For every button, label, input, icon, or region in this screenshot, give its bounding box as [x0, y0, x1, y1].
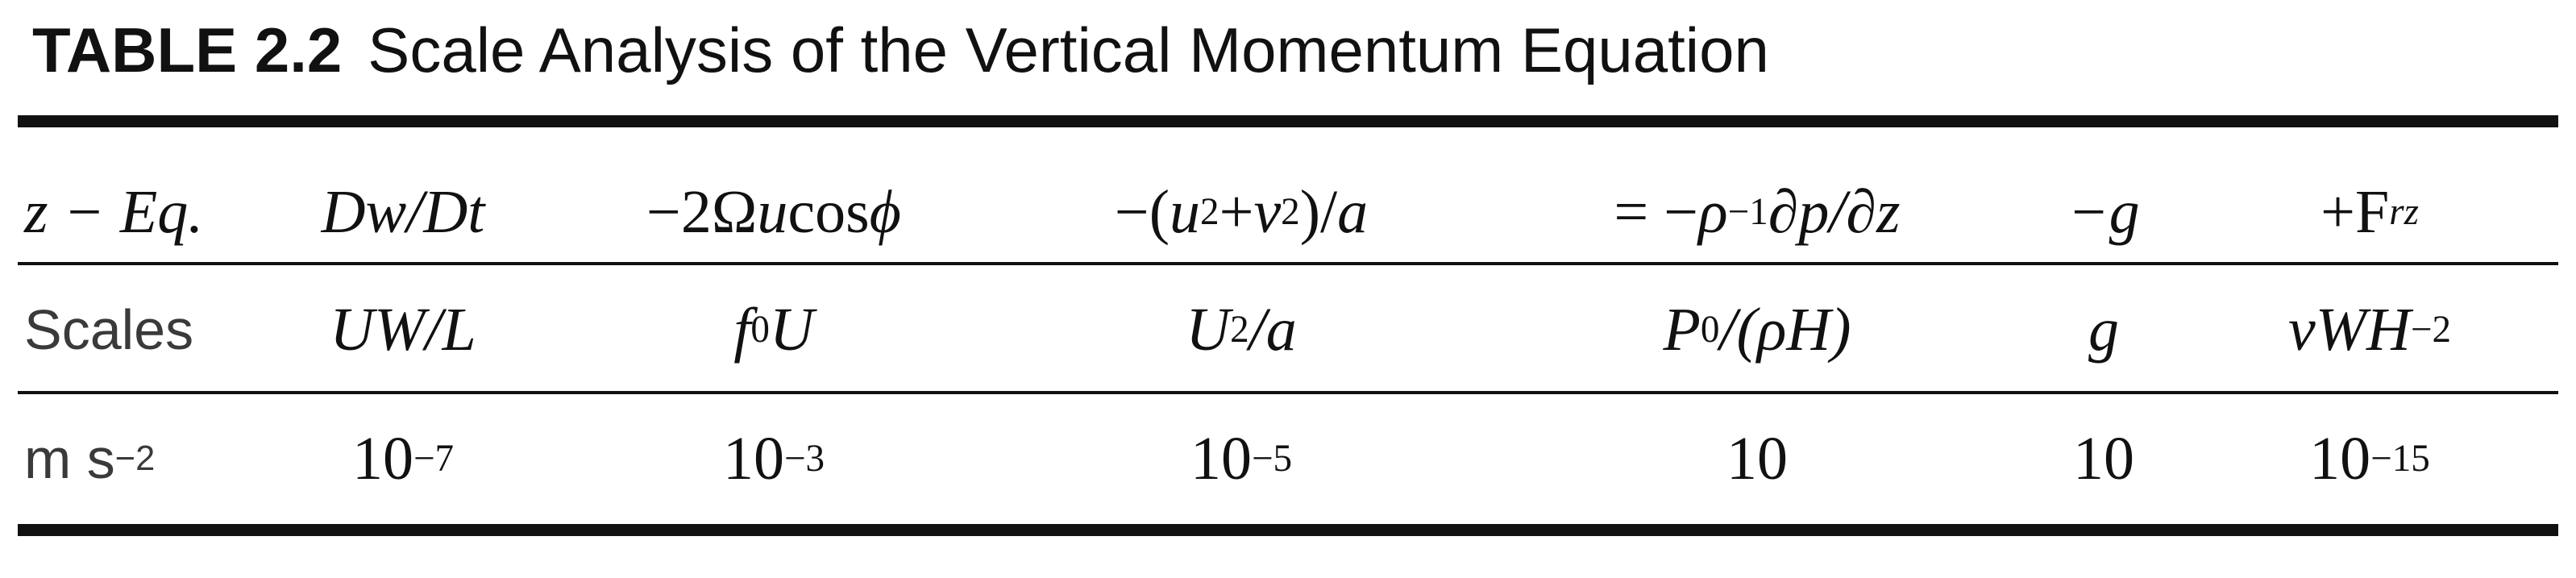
term-friction: +F rz [2320, 177, 2419, 246]
scale-dw-dt: UW/L [330, 295, 476, 364]
bottom-rule [18, 524, 2558, 536]
magnitude-gravity: 10 [2073, 424, 2134, 493]
magnitude-pressure-gradient: 10 [1726, 424, 1788, 493]
magnitude-row [0, 398, 2576, 519]
table-title: Scale Analysis of the Vertical Momentum Equation [368, 15, 1769, 85]
term-coriolis: −2Ω u cos ϕ [646, 177, 901, 246]
term-dw-dt: Dw/Dt [321, 177, 485, 246]
scales-divider [18, 391, 2558, 394]
term-curvature: −( u 2 + v 2 )/ a [1114, 177, 1369, 246]
scale-coriolis: f 0 U [733, 295, 814, 364]
scale-curvature: U 2 /a [1186, 295, 1297, 364]
scale-friction: νWH −2 [2287, 295, 2452, 364]
table-number: TABLE 2.2 [32, 15, 343, 85]
row-label-scales: Scales [24, 298, 194, 361]
magnitude-curvature: 10 −5 [1190, 424, 1293, 493]
top-rule [18, 115, 2558, 127]
row-label-units: m s −2 [24, 427, 156, 490]
magnitude-friction: 10 −15 [2309, 424, 2430, 493]
table-caption [32, 10, 1769, 90]
row-label-z-eq: z − Eq. [24, 177, 204, 246]
term-pressure-gradient: = − ρ −1 ∂p/∂z [1614, 177, 1901, 246]
magnitude-dw-dt: 10 −7 [351, 424, 455, 493]
scales-row [0, 269, 2576, 390]
header-divider [18, 262, 2558, 265]
equation-row [0, 152, 2576, 272]
term-gravity: −g [2067, 177, 2140, 246]
scale-gravity: g [2088, 295, 2119, 364]
scale-pressure-gradient: P 0 /(ρH) [1663, 295, 1851, 364]
magnitude-coriolis: 10 −3 [722, 424, 825, 493]
